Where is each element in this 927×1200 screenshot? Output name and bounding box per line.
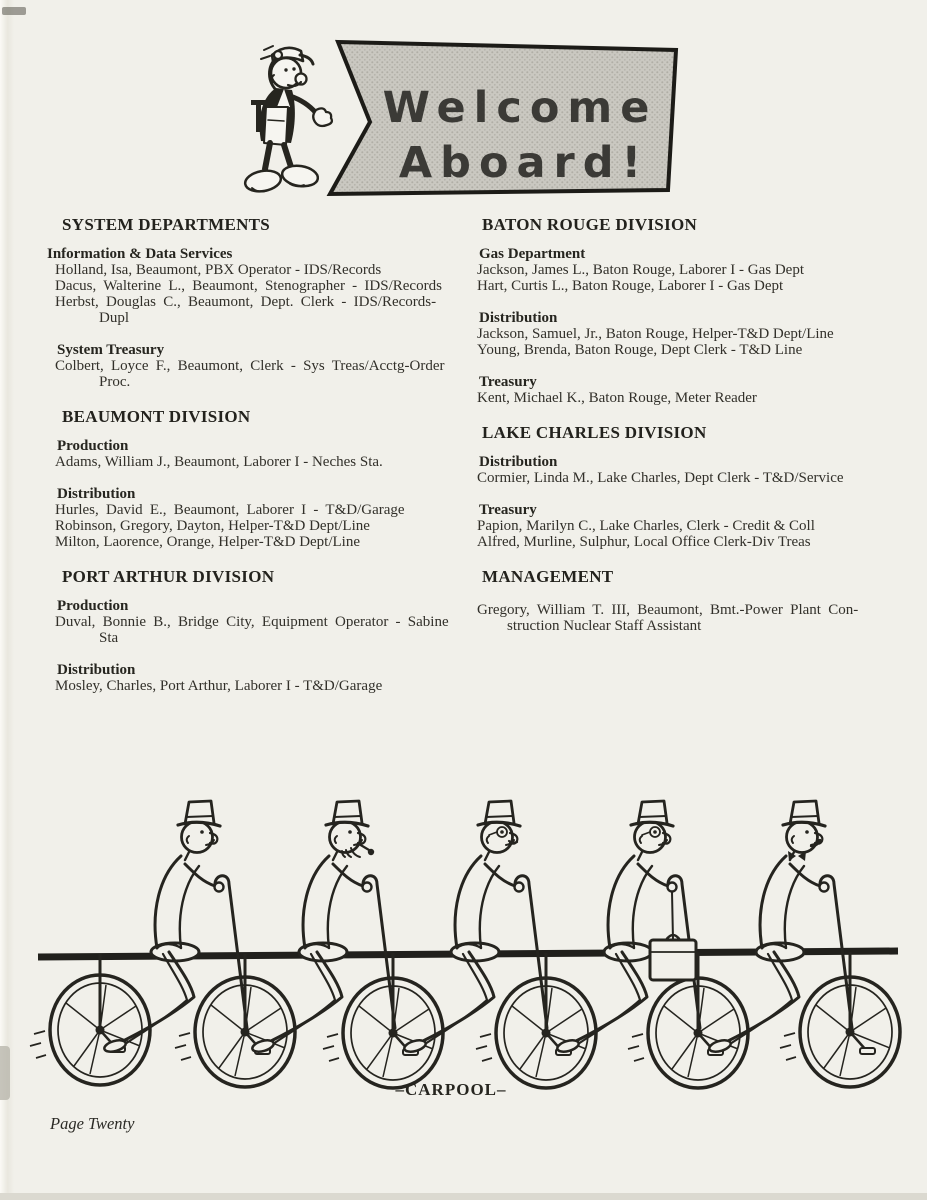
section-system-departments (47, 214, 459, 390)
group-gas-department (477, 246, 858, 294)
entry-line-continuation: struction Nuclear Staff Assistant (507, 618, 702, 634)
group-distribution (55, 662, 459, 694)
section-heading: MANAGEMENT (482, 567, 614, 586)
section-heading: BATON ROUGE DIVISION (482, 215, 698, 234)
banner-title-line1: Welcome (382, 83, 658, 133)
group-title: Production (57, 438, 129, 454)
entry-line: Herbst, Douglas C., Beaumont, Dept. Clerk - IDS/Records- (55, 294, 437, 310)
group-distribution (477, 310, 858, 358)
section-beaumont-division (55, 406, 459, 550)
group-treasury (477, 374, 858, 406)
entry-line: Papion, Marilyn C., Lake Charles, Clerk - Credit & Coll (477, 518, 815, 534)
group-title: Information & Data Services (47, 246, 233, 262)
section-heading: LAKE CHARLES DIVISION (482, 423, 707, 442)
section-port-arthur-division (55, 566, 459, 694)
group-title: Treasury (479, 502, 537, 518)
group-title: Distribution (57, 486, 136, 502)
section-heading: SYSTEM DEPARTMENTS (62, 215, 271, 234)
rider (556, 801, 700, 1054)
section-baton-rouge-division (477, 214, 858, 406)
entry-line: Cormier, Linda M., Lake Charles, Dept Clerk - T&D/Service (477, 470, 844, 486)
entry-line-continuation: Sta (99, 630, 119, 646)
carpool-cartoon-icon (28, 698, 908, 1093)
scan-edge-patch (0, 1046, 10, 1100)
entry-line: Jackson, Samuel, Jr., Baton Rouge, Helper-T&D Dept/Line (477, 326, 834, 342)
group-production (55, 438, 459, 470)
group-system-treasury (55, 342, 459, 390)
entry-line: Dacus, Walterine L., Beaumont, Stenographer - IDS/Records (55, 278, 442, 294)
rider (251, 801, 395, 1054)
mascot-apron (264, 107, 288, 145)
section-heading: PORT ARTHUR DIVISION (62, 567, 275, 586)
entry-line: Milton, Laorence, Orange, Helper-T&D Dept/Line (55, 534, 361, 550)
entry-line: Holland, Isa, Beaumont, PBX Operator - IDS/Records (55, 262, 382, 278)
entry-line-continuation: Dupl (99, 310, 129, 326)
group-production (55, 598, 459, 646)
shoe-icon (244, 168, 283, 194)
entry-line: Robinson, Gregory, Dayton, Helper-T&D Dept/Line (55, 518, 370, 534)
entry-line: Alfred, Murline, Sulphur, Local Office Clerk-Div Treas (477, 534, 811, 550)
wheel (30, 975, 150, 1085)
entry-line: Hurles, David E., Beaumont, Laborer I - T&D/Garage (55, 502, 405, 518)
group-title: Gas Department (479, 246, 586, 262)
group-title: Distribution (57, 662, 136, 678)
pipe-icon (368, 849, 374, 855)
entry-line: Jackson, James L., Baton Rouge, Laborer I - Gas Dept (477, 262, 804, 278)
entry-line: Young, Brenda, Baton Rouge, Dept Clerk - T&D Line (477, 342, 803, 358)
group-information-data-services (47, 246, 459, 326)
section-management (477, 566, 858, 634)
section-heading: BEAUMONT DIVISION (62, 407, 251, 426)
entry-line: Colbert, Loyce F., Beaumont, Clerk - Sys Treas/Acctg-Order (55, 358, 445, 374)
carpool-caption: –CARPOOL– (395, 1080, 507, 1099)
group-treasury (477, 502, 858, 550)
left-column (47, 214, 459, 694)
group-title: Treasury (479, 374, 537, 390)
group-management-entries (477, 602, 858, 634)
group-title: Distribution (479, 310, 558, 326)
briefcase-icon (650, 940, 696, 980)
scan-edge-band (0, 0, 14, 1200)
entry-line: Kent, Michael K., Baton Rouge, Meter Reader (477, 390, 757, 406)
entry-line-continuation: Proc. (99, 374, 131, 390)
section-lake-charles-division (477, 422, 858, 550)
group-distribution (477, 454, 858, 486)
scan-edge-strip (0, 1193, 927, 1200)
group-title: Distribution (479, 454, 558, 470)
entry-line: Mosley, Charles, Port Arthur, Laborer I - T&D/Garage (55, 678, 383, 694)
entry-line: Gregory, William T. III, Beaumont, Bmt.-Power Plant Con- (477, 602, 859, 618)
group-title: Production (57, 598, 129, 614)
entry-line: Adams, William J., Beaumont, Laborer I - Neches Sta. (55, 454, 383, 470)
right-column (477, 214, 858, 634)
group-title: System Treasury (57, 342, 165, 358)
page-number: Page Twenty (50, 1114, 135, 1133)
scan-edge-mark (2, 7, 26, 15)
entry-line: Duval, Bonnie B., Bridge City, Equipment Operator - Sabine (55, 614, 449, 630)
banner-title-line2: Aboard! (398, 138, 650, 188)
entry-line: Hart, Curtis L., Baton Rouge, Laborer I - Gas Dept (477, 278, 784, 294)
welcome-banner (296, 36, 696, 206)
group-distribution (55, 486, 459, 550)
